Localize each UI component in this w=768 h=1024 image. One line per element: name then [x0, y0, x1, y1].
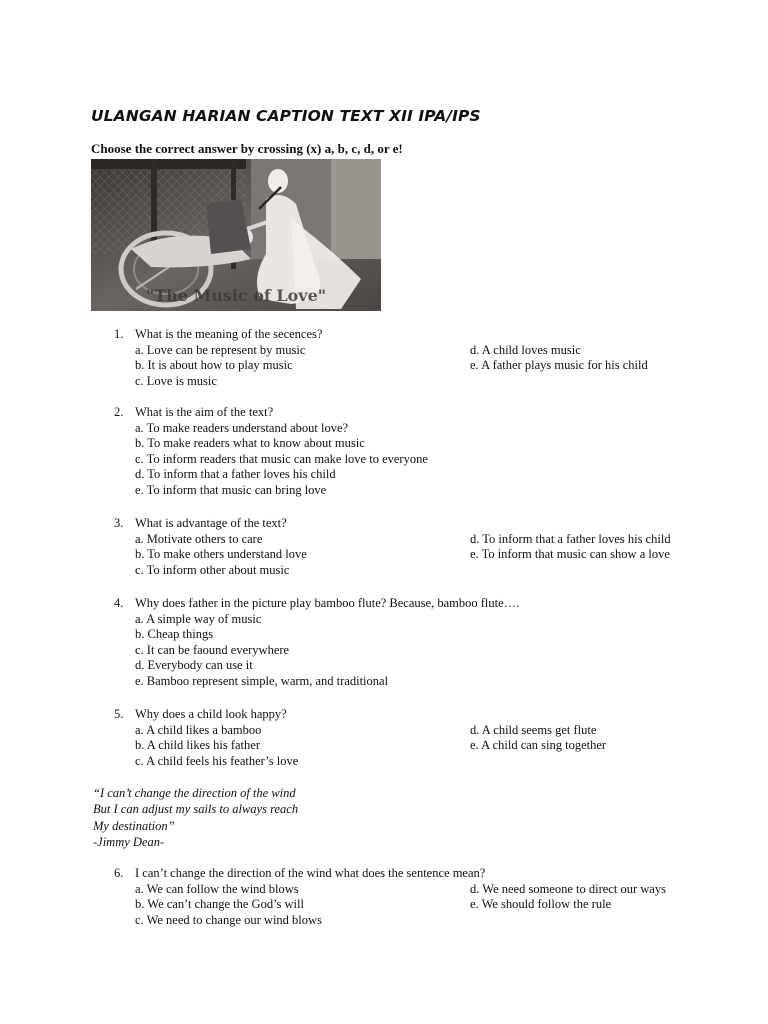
instruction-text: Choose the correct answer by crossing (x) a, b, c, d, or e! [91, 141, 403, 156]
option-c: c. We need to change our wind blows [135, 912, 322, 927]
quote-line: “I can’t change the direction of the wind [93, 786, 296, 800]
question-number: 1. [114, 327, 124, 341]
option-b: b. To make others understand love [135, 547, 307, 562]
option-c: c. It can be faound everywhere [135, 642, 290, 657]
option-d: d. Everybody can use it [135, 658, 253, 673]
question-2 [114, 405, 428, 499]
question-5 [114, 707, 607, 769]
option-e: e. Bamboo represent simple, warm, and traditional [135, 673, 389, 688]
question-6 [114, 866, 666, 928]
option-b: b. A child likes his father [135, 738, 260, 753]
option-b: b. We can’t change the God’s will [135, 897, 304, 912]
question-number: 4. [114, 596, 124, 610]
option-d: d. To inform that a father loves his child [135, 467, 336, 482]
question-number: 5. [114, 707, 124, 721]
option-c: c. Love is music [135, 373, 217, 388]
option-c: c. To inform readers that music can make love to everyone [135, 451, 428, 466]
question-1 [114, 327, 648, 389]
question-text: What is advantage of the text? [135, 516, 287, 530]
worksheet-photo [91, 159, 381, 311]
option-d: d. A child seems get flute [470, 722, 597, 737]
option-a: a. Love can be represent by music [135, 342, 306, 357]
question-text: Why does father in the picture play bamboo flute? Because, bamboo flute…. [135, 596, 520, 610]
question-text: I can’t change the direction of the wind what does the sentence mean? [135, 866, 486, 880]
option-a: a. Motivate others to care [135, 531, 263, 546]
question-4 [114, 596, 519, 690]
option-b: b. It is about how to play music [135, 358, 293, 373]
question-number: 6. [114, 866, 124, 880]
option-b: b. Cheap things [135, 627, 214, 642]
option-a: a. A child likes a bamboo [135, 722, 262, 737]
question-text: What is the aim of the text? [135, 405, 274, 419]
option-c: c. To inform other about music [135, 562, 290, 577]
quote-line: My destination” [93, 818, 175, 833]
option-e: e. To inform that music can bring love [135, 482, 327, 497]
option-c: c. A child feels his feather’s love [135, 753, 299, 768]
option-b: b. To make readers what to know about music [135, 436, 365, 451]
option-e: e. We should follow the rule [470, 897, 612, 912]
option-a: a. A simple way of music [135, 611, 262, 626]
option-e: e. A father plays music for his child [470, 358, 648, 373]
quote-author: -Jimmy Dean- [93, 834, 165, 849]
question-number: 3. [114, 516, 124, 530]
question-number: 2. [114, 405, 124, 419]
option-d: d. A child loves music [470, 342, 581, 357]
option-d: d. We need someone to direct our ways [470, 881, 666, 896]
photo-caption: "The Music of Love" [145, 286, 327, 305]
question-text: What is the meaning of the secences? [135, 327, 323, 341]
page-title: ULANGAN HARIAN CAPTION TEXT XII IPA/IPS [91, 107, 481, 125]
question-text: Why does a child look happy? [135, 707, 287, 721]
quote-line: But I can adjust my sails to always reach [93, 802, 299, 817]
option-a: a. We can follow the wind blows [135, 881, 299, 896]
option-e: e. A child can sing together [470, 738, 607, 753]
option-d: d. To inform that a father loves his child [470, 531, 671, 546]
option-a: a. To make readers understand about love? [135, 420, 349, 435]
option-e: e. To inform that music can show a love [470, 547, 670, 562]
question-3 [114, 516, 671, 578]
quote-block [93, 785, 298, 850]
